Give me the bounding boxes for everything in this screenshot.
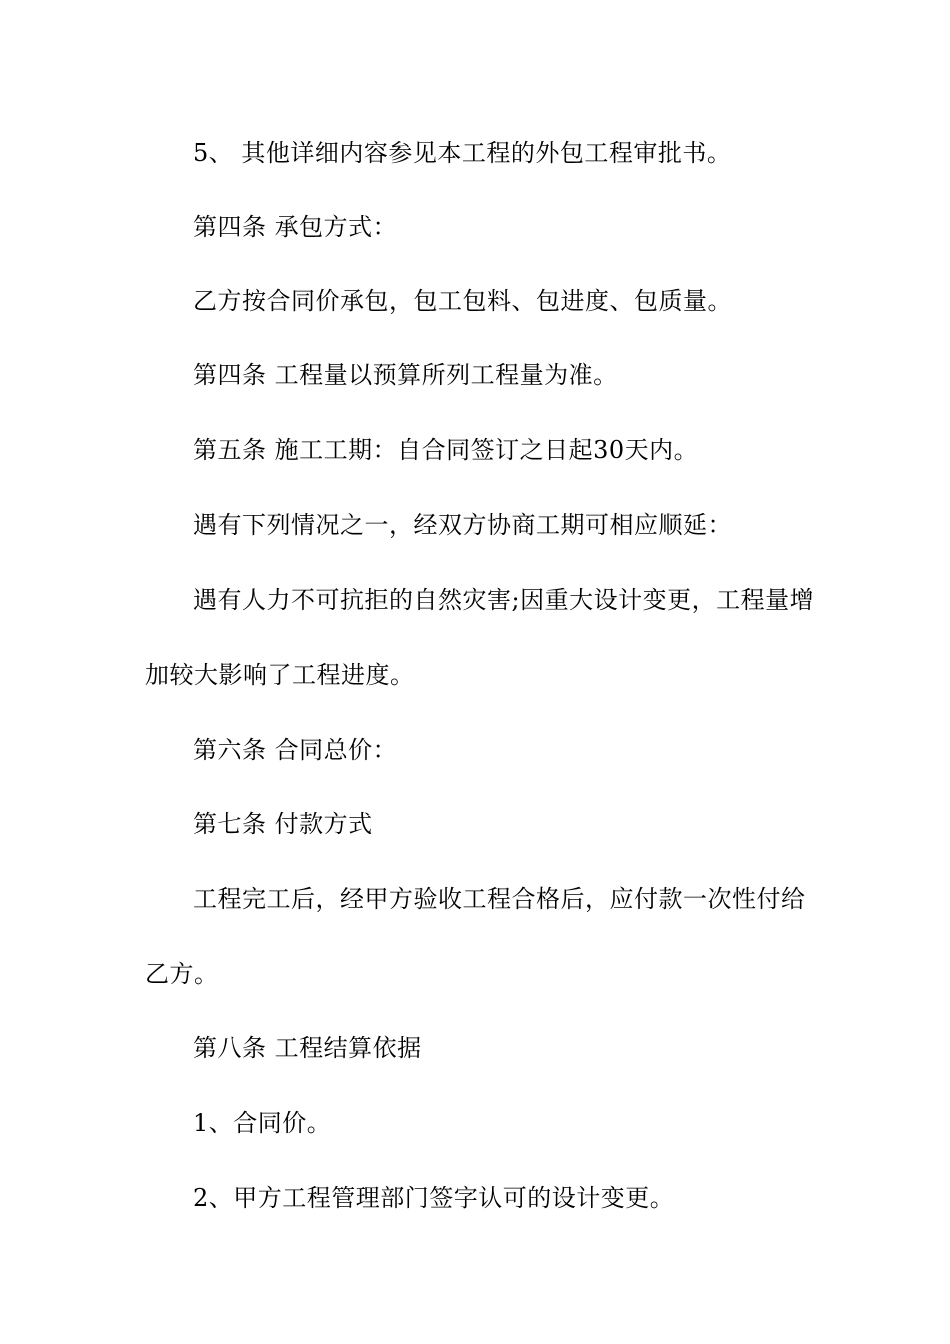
settlement-item-1: 1、合同价。	[193, 1109, 332, 1137]
payment-text: 工程完工后，经甲方验收工程合格后，应付款一次性付给	[193, 885, 806, 913]
extension-condition-text: 遇有下列情况之一，经双方协商工期可相应顺延：	[193, 511, 732, 539]
clause-item-5: 5、 其他详细内容参见本工程的外包工程审批书。	[193, 139, 732, 167]
article-7-heading: 第七条 付款方式	[193, 810, 373, 838]
contract-method-text: 乙方按合同价承包，包工包料、包进度、包质量。	[193, 287, 732, 315]
article-8-heading: 第八条 工程结算依据	[193, 1034, 422, 1062]
payment-text-cont: 乙方。	[145, 960, 219, 988]
article-5-duration: 第五条 施工工期：自合同签订之日起30天内。	[193, 436, 699, 464]
article-6-heading: 第六条 合同总价：	[193, 736, 398, 764]
article-4-heading: 第四条 承包方式：	[193, 213, 398, 241]
article-4-quantity: 第四条 工程量以预算所列工程量为准。	[193, 361, 618, 389]
settlement-item-2: 2、甲方工程管理部门签字认可的设计变更。	[193, 1184, 675, 1212]
force-majeure-text: 遇有人力不可抗拒的自然灾害;因重大设计变更，工程量增	[193, 586, 815, 614]
force-majeure-text-cont: 加较大影响了工程进度。	[145, 661, 415, 689]
